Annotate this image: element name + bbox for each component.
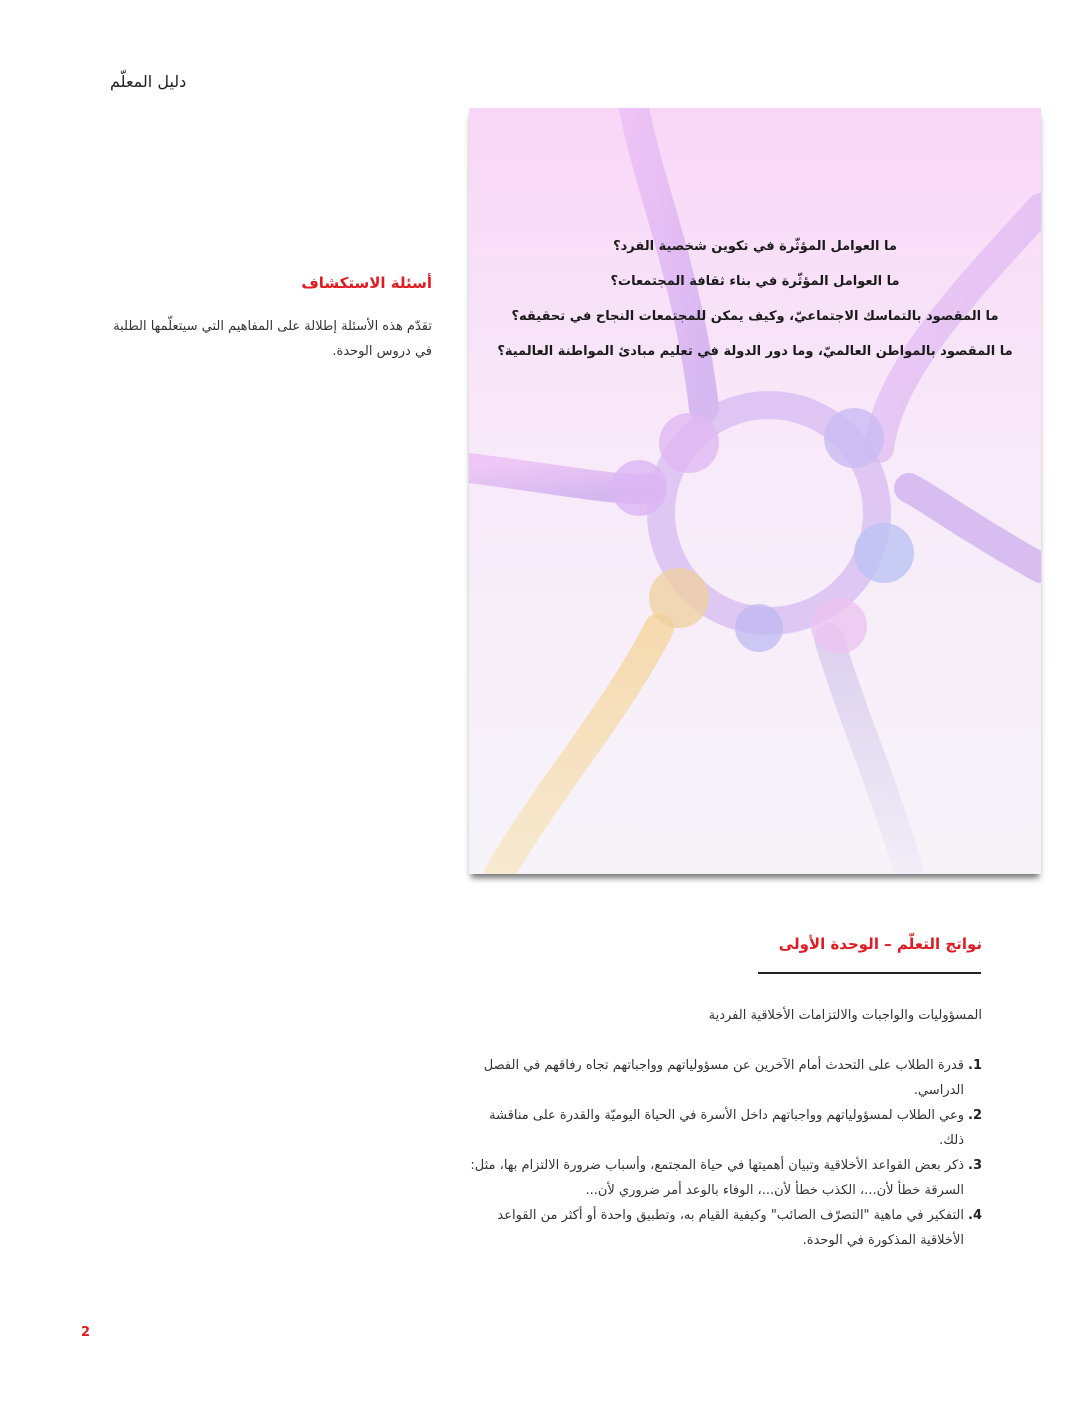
- outcome-text: قدرة الطلاب على التحدث أمام الآخرين عن مسؤولياتهم وواجباتهم تجاه رفاقهم في الفصل الدراسي.: [483, 1058, 964, 1098]
- outcomes-subheading: المسؤوليات والواجبات والالتزامات الأخلاقية الفردية: [708, 1008, 982, 1023]
- outcome-number: 1.: [968, 1058, 982, 1073]
- page-number: 2: [81, 1325, 91, 1340]
- rope-knot-image: [469, 108, 1041, 874]
- outcome-text: وعي الطلاب لمسؤولياتهم وواجباتهم داخل الأسرة في الحياة اليوميّة والقدرة على مناقشة ذلك.: [489, 1108, 964, 1148]
- exploration-title: أسئلة الاستكشاف: [301, 274, 432, 292]
- outcome-item: [462, 1153, 982, 1203]
- question-1: ما العوامل المؤثّرة في تكوين شخصية الفرد؟: [613, 239, 897, 254]
- outcome-item: [462, 1103, 982, 1153]
- exploration-questions: [469, 238, 1041, 378]
- outcome-text: ذكر بعض القواعد الأخلاقية وتبيان أهميتها في حياة المجتمع، وأسباب ضرورة الالتزام بها، مثل: السرقة خطأ لأن...، الكذب خطأ لأن...، الوفاء بالوعد أمر ضروري لأن...: [470, 1158, 964, 1198]
- outcome-text: التفكير في ماهية "التصرّف الصائب" وكيفية القيام به، وتطبيق واحدة أو أكثر من القواعد الأخلاقية المذكورة في الوحدة.: [497, 1208, 964, 1248]
- outcome-item: [462, 1203, 982, 1253]
- exploration-description: تقدّم هذه الأسئلة إطلالة على المفاهيم التي سيتعلّمها الطلبة في دروس الوحدة.: [113, 319, 432, 359]
- question-4: ما المقصود بالمواطن العالميّ، وما دور الدولة في تعليم مبادئ المواطنة العالمية؟: [497, 344, 1013, 359]
- outcome-number: 3.: [968, 1158, 982, 1173]
- question-3: ما المقصود بالتماسك الاجتماعيّ، وكيف يمكن للمجتمعات النجاح في تحقيقه؟: [511, 309, 999, 324]
- learning-outcomes-title: نواتج التعلّم – الوحدة الأولى: [778, 935, 982, 953]
- rope-network-illustration: [469, 108, 1041, 874]
- question-2: ما العوامل المؤثّرة في بناء ثقافة المجتمعات؟: [610, 274, 900, 289]
- title-divider: [758, 972, 981, 974]
- outcome-item: [462, 1053, 982, 1103]
- outcome-number: 4.: [968, 1208, 982, 1223]
- outcome-number: 2.: [968, 1108, 982, 1123]
- outcomes-list: [462, 1053, 982, 1253]
- guide-title: دليل المعلّم: [110, 72, 187, 91]
